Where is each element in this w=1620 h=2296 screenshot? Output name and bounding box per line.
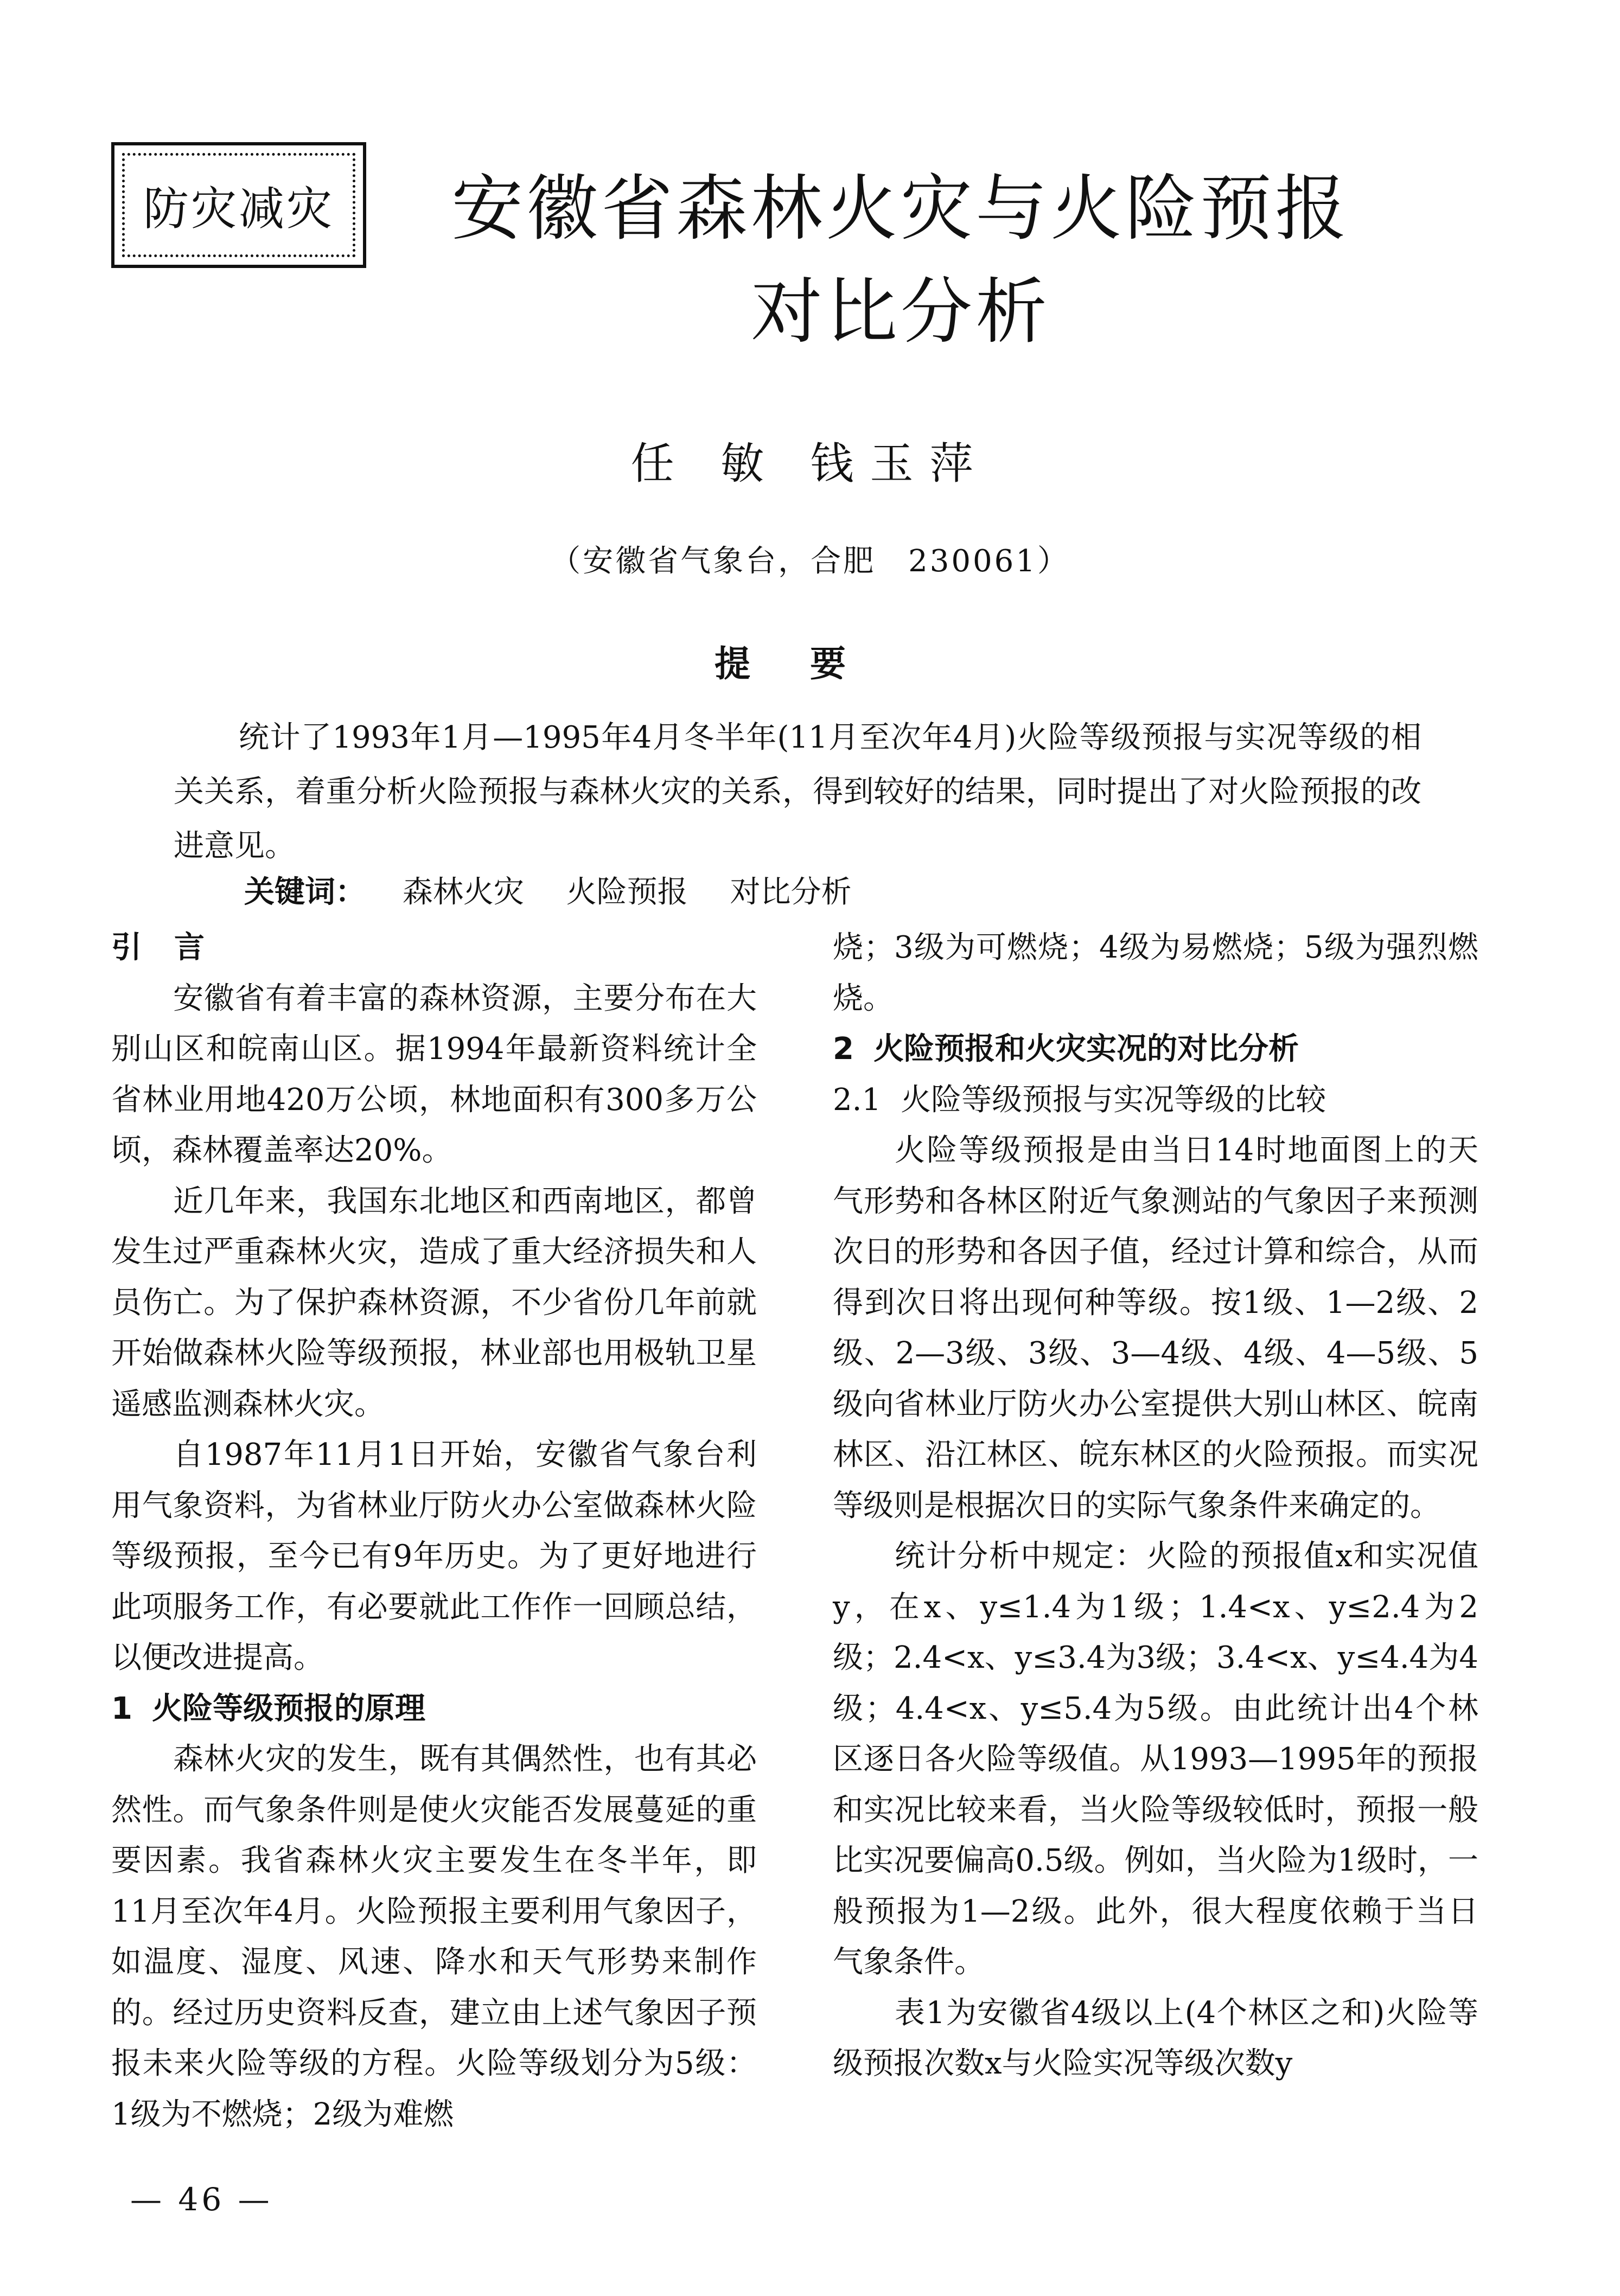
affiliation: （安徽省气象台，合肥 230061） (550, 544, 1070, 579)
intro-paragraph-2: 近几年来，我国东北地区和西南地区，都曾发生过严重森林火灾，造成了重大经济损失和人员伤亡。为了保护森林资源，不少省份几年前就开始做森林火险等级预报，林业部也用极轨卫星遥感监测森林火灾。 (111, 1183, 757, 1422)
keyword: 森林火灾 (402, 875, 524, 910)
section-2-title: 火险预报和火灾实况的对比分析 (873, 1031, 1299, 1067)
abstract-heading: 提要 (715, 643, 905, 685)
continued-paragraph: 烧；3级为可燃烧；4级为易燃烧；5级为强烈燃烧。 (833, 930, 1478, 1016)
intro-heading: 引言 (111, 930, 237, 965)
section-2-1-paragraph-1: 火险等级预报是由当日14时地面图上的天气形势和各林区附近气象测站的气象因子来预测次日的形势和各因子值，经过计算和综合，从而得到次日将出现何种等级。按1级、1—2级、2级、2—3级、3级、3—4级、4级、4—5级、5级向省林业厅防火办公室提供大别山林区、皖南林区、沿江林区、皖东林区的火险预报。而实况等级则是根据次日的实际气象条件来确定的。 (833, 1133, 1478, 1523)
section-2-number: 2 (833, 1031, 854, 1067)
intro-paragraph-1: 安徽省有着丰富的森林资源，主要分布在大别山区和皖南山区。据1994年最新资料统计全省林业用地420万公顷，林地面积有300多万公顷，森林覆盖率达20%。 (111, 980, 757, 1168)
section-2-1-title: 火险等级预报与实况等级的比较 (901, 1082, 1326, 1118)
intro-paragraph-3: 自1987年11月1日开始，安徽省气象台利用气象资料，为省林业厅防火办公室做森林火险等级预报，至今已有9年历史。为了更好地进行此项服务工作，有必要就此工作作一回顾总结，以便改进提高。 (111, 1437, 757, 1675)
section-2-1-heading (833, 1075, 1478, 1126)
right-column (833, 922, 1478, 2089)
section-1-title: 火险等级预报的原理 (151, 1691, 425, 1726)
authors: 任 敏 钱玉萍 (630, 438, 990, 489)
badge-dotted-frame (122, 153, 355, 257)
abstract-body: 统计了1993年1月—1995年4月冬半年(11月至次年4月)火险等级预报与实况等级的相关关系，着重分析火险预报与森林火灾的关系，得到较好的结果，同时提出了对火险预报的改进意见。 (174, 720, 1421, 864)
article-title (412, 157, 1389, 363)
section-1-heading (111, 1683, 757, 1734)
section-2-1-number: 2.1 (833, 1082, 882, 1118)
keywords-label: 关键词： (244, 875, 366, 910)
section-1-paragraph: 森林火灾的发生，既有其偶然性，也有其必然性。而气象条件则是使火灾能否发展蔓延的重要因素。我省森林火灾主要发生在冬半年，即11月至次年4月。火险预报主要利用气象因子，如温度、湿度、风速、降水和天气形势来制作的。经过历史资料反查，建立由上述气象因子预报未来火险等级的方程。火险等级划分为5级：1级为不燃烧；2级为难燃 (111, 1742, 757, 2132)
section-1-number: 1 (111, 1691, 132, 1726)
left-column (111, 922, 757, 2140)
title-line-2: 对比分析 (751, 270, 1050, 354)
badge-label: 防灾减灾 (143, 182, 334, 235)
keyword: 对比分析 (730, 875, 852, 910)
keywords-line (244, 868, 884, 911)
section-2-1-paragraph-3: 表1为安徽省4级以上(4个林区之和)火险等级预报次数x与火险实况等级次数y (833, 1995, 1478, 2081)
section-badge (111, 142, 366, 268)
page-number: — 46 — (130, 2181, 273, 2218)
section-2-heading (833, 1024, 1478, 1075)
keyword: 火险预报 (566, 875, 688, 910)
title-line-1: 安徽省森林火灾与火险预报 (451, 167, 1350, 251)
section-2-1-paragraph-2: 统计分析中规定：火险的预报值x和实况值y，在x、y≤1.4为1级；1.4<x、y≤2.4为2级；2.4<x、y≤3.4为3级；3.4<x、y≤4.4为4级；4.4<x、y≤5.4为5级。由此统计出4个林区逐日各火险等级值。从1993—1995年的预报和实况比较来看，当火险等级较低时，预报一般比实况要偏高0.5级。例如，当火险为1级时，一般预报为1—2级。此外，很大程度依赖于当日气象条件。 (833, 1539, 1478, 1980)
